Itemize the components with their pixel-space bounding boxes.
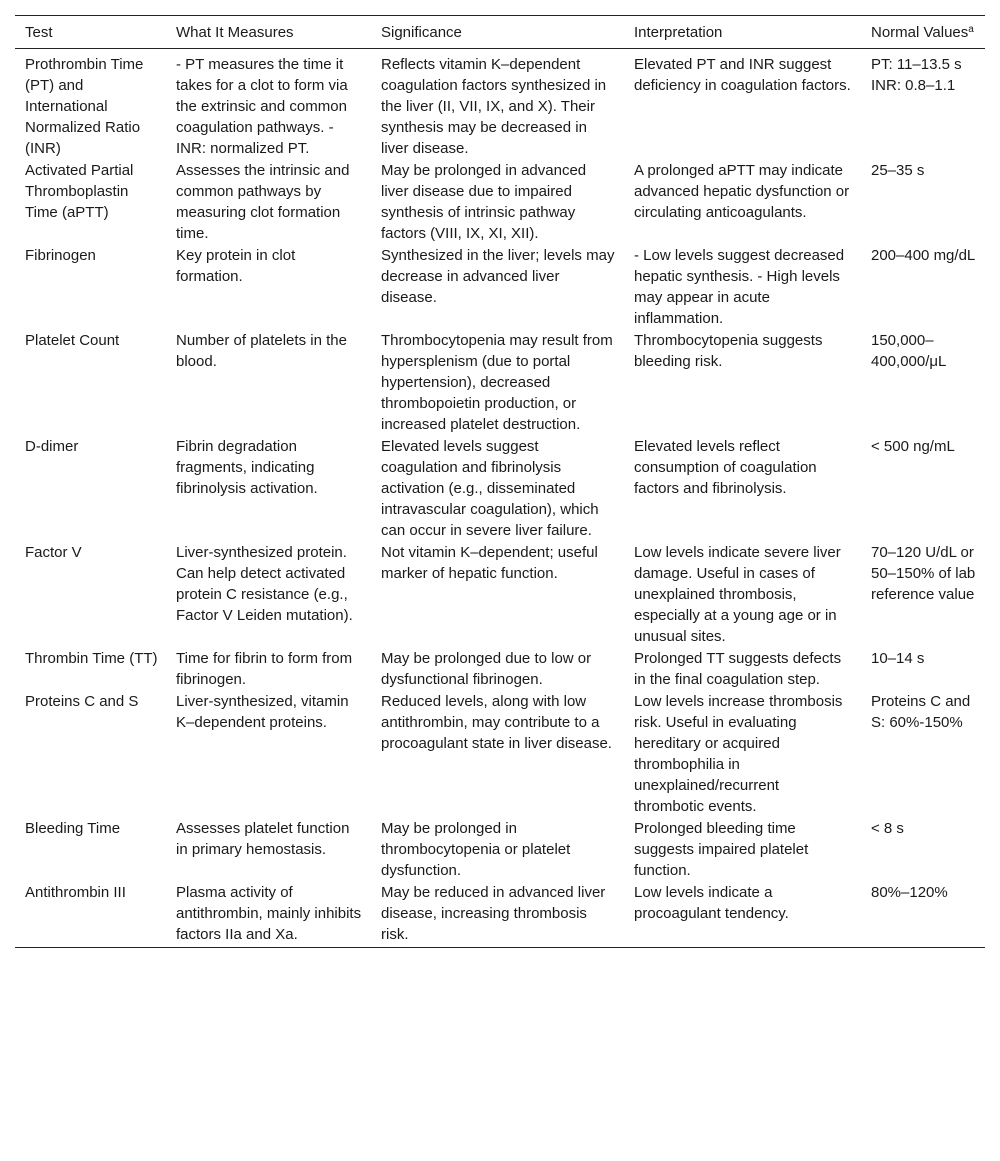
cell-what-it-measures: - PT measures the time it takes for a clot to form via the extrinsic and common coagulation pathways. - INR: normalized PT. xyxy=(176,56,348,157)
cell-interpretation: Prolonged TT suggests defects in the final coagulation step. xyxy=(634,650,842,688)
cell-normal-values: 150,000–400,000/μL xyxy=(871,332,947,370)
cell-significance: May be prolonged in thrombocytopenia or platelet dysfunction. xyxy=(381,820,571,879)
cell-what-it-measures: Key protein in clot formation. xyxy=(176,247,296,285)
cell-normal-values: PT: 11–13.5 s INR: 0.8–1.1 xyxy=(871,56,962,94)
cell-normal-values: 70–120 U/dL or 50–150% of lab reference value xyxy=(871,544,976,603)
header-normal-values xyxy=(861,16,985,49)
cell-interpretation: Thrombocytopenia suggests bleeding risk. xyxy=(634,332,823,370)
cell-test: Antithrombin III xyxy=(25,884,126,901)
cell-significance: Elevated levels suggest coagulation and fibrinolysis activation (e.g., disseminated intravascular coagulation), which can occur in severe liver failure. xyxy=(381,438,599,539)
header-row xyxy=(15,16,985,49)
table-header xyxy=(15,16,985,49)
cell-test: Proteins C and S xyxy=(25,693,139,710)
cell-interpretation: - Low levels suggest decreased hepatic synthesis. - High levels may appear in acute inflammation. xyxy=(634,247,845,327)
table-row xyxy=(15,49,985,160)
cell-significance: May be reduced in advanced liver disease, increasing thrombosis risk. xyxy=(381,884,606,943)
coagulation-tests-table xyxy=(15,15,985,948)
cell-significance: May be prolonged due to low or dysfunctional fibrinogen. xyxy=(381,650,592,688)
cell-interpretation: Low levels indicate severe liver damage. Useful in cases of unexplained thrombosis, especially at a young age or in unusual sites. xyxy=(634,544,841,645)
table-row xyxy=(15,329,985,435)
cell-what-it-measures: Plasma activity of antithrombin, mainly inhibits factors IIa and Xa. xyxy=(176,884,362,943)
cell-normal-values: 25–35 s xyxy=(871,162,925,179)
header-what-it-measures: What It Measures xyxy=(176,24,294,41)
cell-normal-values: 200–400 mg/dL xyxy=(871,247,976,264)
cell-test: Thrombin Time (TT) xyxy=(25,650,158,667)
table-row xyxy=(15,159,985,244)
cell-what-it-measures: Liver-synthesized, vitamin K–dependent proteins. xyxy=(176,693,349,731)
table-row xyxy=(15,435,985,541)
cell-normal-values: < 500 ng/mL xyxy=(871,438,955,455)
header-normal-values-label: Normal Values xyxy=(871,24,969,41)
cell-normal-values: 80%–120% xyxy=(871,884,948,901)
cell-significance: May be prolonged in advanced liver disease due to impaired synthesis of intrinsic pathway factors (VIII, IX, XI, XII). xyxy=(381,162,587,242)
cell-interpretation: Low levels indicate a procoagulant tendency. xyxy=(634,884,789,922)
cell-what-it-measures: Number of platelets in the blood. xyxy=(176,332,347,370)
cell-what-it-measures: Assesses platelet function in primary hemostasis. xyxy=(176,820,350,858)
cell-test: Factor V xyxy=(25,544,82,561)
cell-significance: Reduced levels, along with low antithrombin, may contribute to a procoagulant state in liver disease. xyxy=(381,693,612,752)
table-row xyxy=(15,690,985,817)
cell-significance: Thrombocytopenia may result from hypersplenism (due to portal hypertension), decreased thrombopoietin production, or increased platelet destruction. xyxy=(381,332,613,433)
cell-significance: Synthesized in the liver; levels may decrease in advanced liver disease. xyxy=(381,247,615,306)
cell-interpretation: Prolonged bleeding time suggests impaired platelet function. xyxy=(634,820,809,879)
cell-significance: Reflects vitamin K–dependent coagulation factors synthesized in the liver (II, VII, IX, and X). Their synthesis may be decreased in liver disease. xyxy=(381,56,607,157)
cell-normal-values: 10–14 s xyxy=(871,650,925,667)
table-row xyxy=(15,647,985,690)
cell-test: Fibrinogen xyxy=(25,247,96,264)
cell-test: Activated Partial Thromboplastin Time (aPTT) xyxy=(25,162,134,221)
cell-significance: Not vitamin K–dependent; useful marker of hepatic function. xyxy=(381,544,598,582)
footnote-marker: a xyxy=(968,24,974,35)
cell-test: D-dimer xyxy=(25,438,79,455)
cell-what-it-measures: Fibrin degradation fragments, indicating fibrinolysis activation. xyxy=(176,438,318,497)
cell-what-it-measures: Time for fibrin to form from fibrinogen. xyxy=(176,650,353,688)
table-row xyxy=(15,244,985,329)
table-body xyxy=(15,49,985,948)
coagulation-tests-table-container xyxy=(15,15,985,948)
header-significance: Significance xyxy=(381,24,462,41)
header-test: Test xyxy=(25,24,53,41)
cell-normal-values: Proteins C and S: 60%-150% xyxy=(871,693,971,731)
cell-normal-values: < 8 s xyxy=(871,820,904,837)
cell-what-it-measures: Liver-synthesized protein. Can help detect activated protein C resistance (e.g., Factor V Leiden mutation). xyxy=(176,544,353,624)
cell-interpretation: A prolonged aPTT may indicate advanced hepatic dysfunction or circulating anticoagulants. xyxy=(634,162,850,221)
cell-interpretation: Elevated levels reflect consumption of coagulation factors and fibrinolysis. xyxy=(634,438,817,497)
table-row xyxy=(15,817,985,881)
cell-interpretation: Low levels increase thrombosis risk. Useful in evaluating hereditary or acquired thrombophilia in unexplained/recurrent thrombotic events. xyxy=(634,693,843,815)
cell-interpretation: Elevated PT and INR suggest deficiency in coagulation factors. xyxy=(634,56,851,94)
cell-test: Platelet Count xyxy=(25,332,120,349)
cell-what-it-measures: Assesses the intrinsic and common pathways by measuring clot formation time. xyxy=(176,162,350,242)
table-row xyxy=(15,881,985,948)
table-row xyxy=(15,541,985,647)
cell-test: Bleeding Time xyxy=(25,820,121,837)
header-interpretation: Interpretation xyxy=(634,24,723,41)
cell-test: Prothrombin Time (PT) and International Normalized Ratio (INR) xyxy=(25,56,144,157)
